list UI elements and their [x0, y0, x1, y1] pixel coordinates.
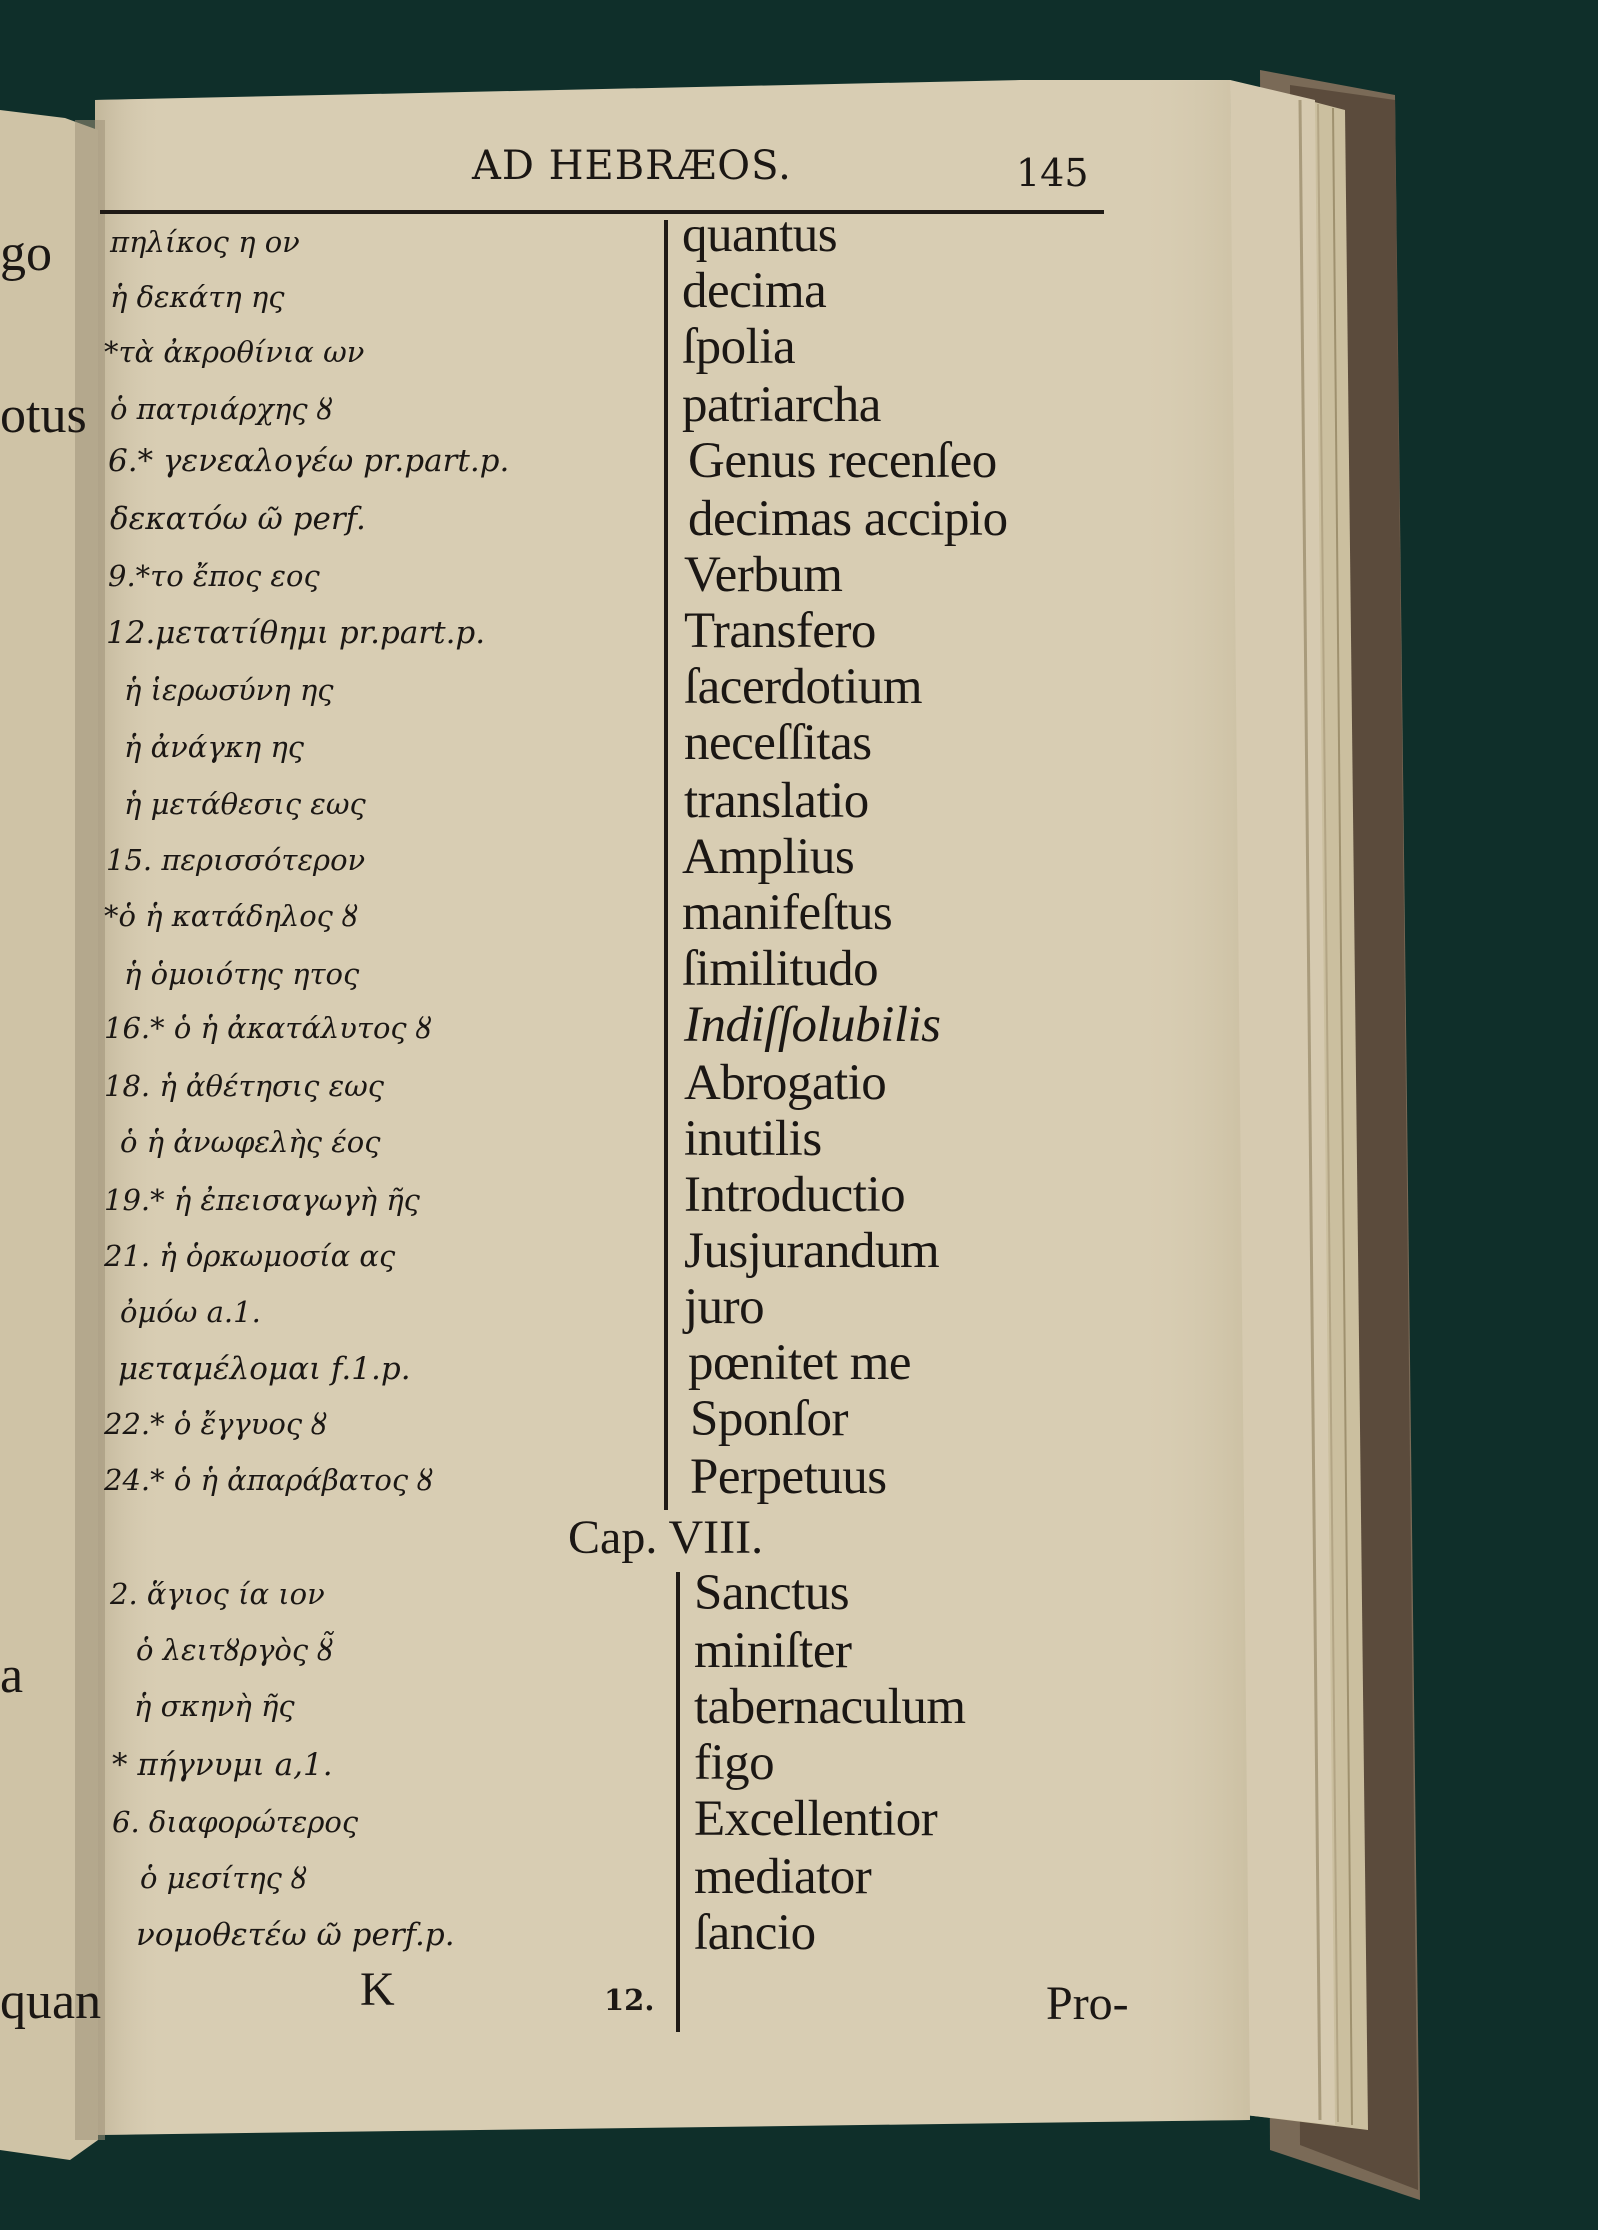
latin-gloss: manifeſtus: [682, 885, 893, 941]
greek-headword: 9.*το ἔπος εος: [108, 559, 320, 593]
verse-reference: 12.: [604, 1983, 655, 2017]
chapter-heading: Cap. VIII.: [568, 1511, 764, 1564]
latin-gloss: Abrogatio: [684, 1055, 887, 1111]
latin-gloss: ſimilitudo: [682, 941, 879, 997]
header-rule: [100, 210, 1104, 214]
greek-headword: 15. περισσότερον: [106, 843, 366, 877]
latin-gloss: Sponſor: [690, 1391, 849, 1447]
greek-headword: 6.* γενεαλογέω pr.part.p.: [108, 443, 510, 479]
greek-headword: νομοθετέω ῶ perf.p.: [136, 1917, 455, 1953]
greek-headword: *ὁ ἡ κατάδηλος ȣ: [104, 899, 359, 933]
greek-headword: 2. ἅγιος ία ιον: [110, 1577, 325, 1611]
column-divider-top: [664, 220, 668, 1510]
prev-page-fragment: otus: [0, 387, 87, 444]
greek-headword: δεκατόω ῶ perf.: [110, 501, 366, 537]
latin-gloss: pœnitet me: [688, 1335, 912, 1391]
greek-headword: πηλίκος η ον: [110, 225, 300, 259]
latin-gloss: Perpetuus: [690, 1449, 887, 1505]
greek-headword: ἡ ὁμοιότης ητος: [124, 957, 360, 991]
latin-gloss: Jusjurandum: [684, 1223, 940, 1279]
greek-headword: ὀμόω a.1.: [120, 1295, 261, 1329]
greek-headword: 19.* ἡ ἐπεισαγωγὴ ῆς: [104, 1183, 420, 1217]
latin-gloss: decima: [682, 263, 827, 319]
latin-gloss: neceſſitas: [684, 715, 872, 771]
greek-headword: ἡ ἱερωσύνη ης: [124, 673, 334, 707]
latin-gloss: translatio: [684, 773, 869, 829]
greek-headword: 16.* ὁ ἡ ἀκατάλυτος ȣ: [104, 1011, 432, 1045]
latin-gloss: inutilis: [684, 1111, 822, 1167]
greek-headword: ὁ ἡ ἀνωφελὴς έος: [120, 1125, 381, 1159]
greek-headword: 24.* ὁ ἡ ἀπαράβατος ȣ: [104, 1463, 434, 1497]
latin-gloss: ſacerdotium: [684, 659, 923, 715]
greek-headword: 22.* ὁ ἔγγυος ȣ: [104, 1407, 328, 1441]
latin-gloss: tabernaculum: [694, 1679, 966, 1735]
prev-page-fragment: a: [0, 1647, 24, 1704]
latin-gloss: Genus recenſeo: [688, 433, 997, 489]
page-number: 145: [1016, 151, 1089, 195]
greek-headword: 6. διαφορώτερος: [112, 1805, 359, 1839]
greek-headword: ὁ μεσίτης ȣ: [140, 1861, 308, 1895]
latin-gloss: ſancio: [694, 1905, 816, 1961]
greek-headword: 18. ἡ ἀθέτησις εως: [104, 1069, 385, 1103]
greek-headword: ἡ ἀνάγκη ης: [124, 730, 304, 764]
greek-headword: 12.μετατίθημι pr.part.p.: [106, 615, 486, 651]
prev-page-fragment: go: [0, 225, 52, 282]
catchword: Pro-: [1046, 1977, 1129, 2030]
greek-headword: ὁ πατριάρχης ȣ: [110, 392, 333, 426]
running-head: AD HEBRÆOS.: [472, 143, 792, 189]
latin-gloss: decimas accipio: [688, 491, 1008, 547]
latin-gloss: miniſter: [694, 1623, 852, 1679]
latin-gloss: patriarcha: [682, 377, 881, 433]
latin-gloss: Sanctus: [694, 1565, 850, 1621]
greek-headword: μεταμέλομαι f.1.p.: [118, 1351, 411, 1387]
greek-headword: ἡ δεκάτη ης: [110, 280, 285, 314]
greek-headword: ἡ μετάθεσις εως: [124, 787, 366, 821]
latin-gloss: Excellentior: [694, 1791, 938, 1847]
latin-gloss: Indiſſolubilis: [684, 997, 941, 1053]
latin-gloss: Verbum: [684, 547, 843, 603]
latin-gloss: Amplius: [682, 829, 855, 885]
latin-gloss: Introductio: [684, 1167, 906, 1223]
greek-headword: ὁ λειτȣργὸς ȣ̃: [136, 1633, 334, 1667]
latin-gloss: figo: [694, 1735, 775, 1791]
latin-gloss: mediator: [694, 1849, 872, 1905]
latin-gloss: Transfero: [684, 603, 876, 659]
greek-headword: 21. ἡ ὁρκωμοσία ας: [104, 1239, 396, 1273]
latin-gloss: quantus: [682, 207, 838, 263]
greek-headword: * πήγνυμι a,1.: [112, 1747, 333, 1783]
greek-headword: *τὰ ἀκροθίνια ων: [104, 335, 365, 369]
greek-headword: ἡ σκηνὴ ῆς: [134, 1689, 295, 1723]
column-divider-bottom: [676, 1572, 680, 2032]
latin-gloss: juro: [684, 1279, 765, 1335]
prev-page-fragment: quan: [0, 1973, 102, 2030]
latin-gloss: ſpolia: [682, 319, 796, 375]
signature-mark: K: [360, 1963, 395, 2016]
